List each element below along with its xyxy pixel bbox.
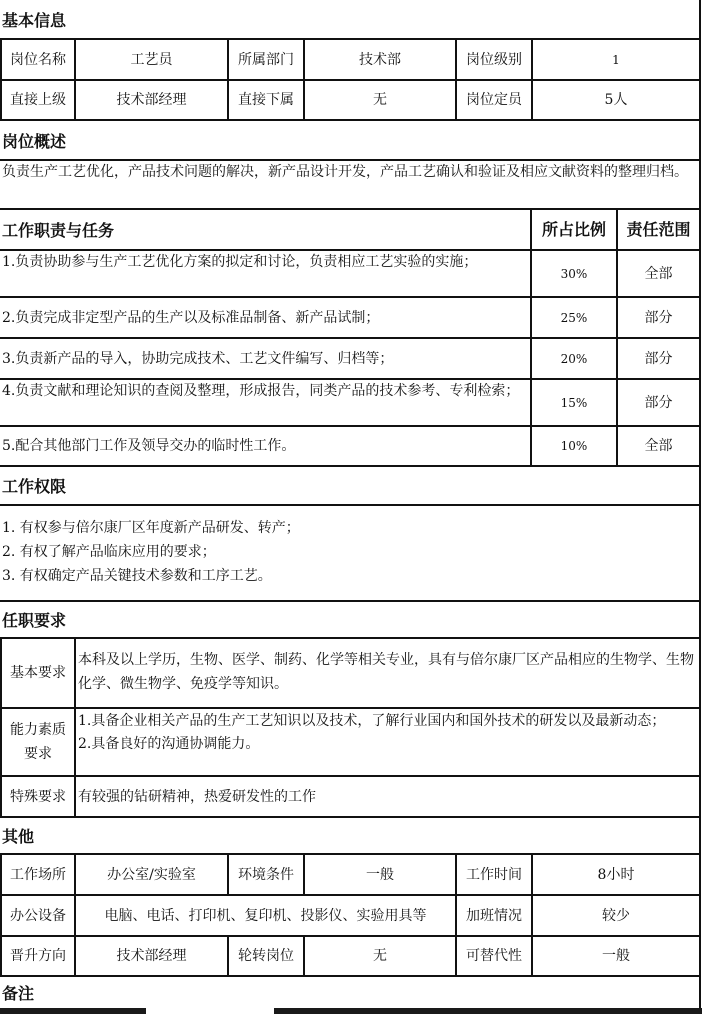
duty-ratio: 25% [560,310,588,325]
authority-item: 1. 有权参与倍尔康厂区年度新产品研发、转产； [2,520,300,536]
duty-scope: 全部 [644,438,673,454]
value-department: 技术部 [359,51,401,68]
bottom-edge-bar [274,1008,702,1014]
label-workplace: 工作场所 [10,866,66,883]
label-overtime: 加班情况 [466,907,522,924]
duty-scope: 部分 [644,309,673,326]
duty-scope: 部分 [644,394,673,411]
label-position-name: 岗位名称 [10,51,66,68]
label-office-equipment: 办公设备 [10,907,66,924]
value-position-name: 工艺员 [130,51,173,68]
label-position-level: 岗位级别 [466,51,522,68]
label-working-hours: 工作时间 [466,866,522,883]
duty-scope: 全部 [644,265,673,282]
section-header-overview: 岗位概述 [2,131,67,151]
duty-scope: 部分 [644,350,673,367]
duties-column-ratio: 所占比例 [541,219,606,239]
value-rotation: 无 [373,948,387,964]
section-header-other: 其他 [2,827,35,846]
section-header-requirements: 任职要求 [2,611,67,630]
section-header-authority: 工作权限 [2,477,67,496]
value-position-level: 1 [612,52,620,67]
overview-text: 负责生产工艺优化，产品技术问题的解决，新产品设计开发，产品工艺确认和验证及相应文献资料的整理归档。 [2,164,688,180]
label-headcount: 岗位定员 [466,92,522,108]
label-ability-requirements: 能力素质要求 [10,722,66,762]
label-department: 所属部门 [238,51,294,68]
section-header-basic: 基本信息 [2,10,67,30]
duty-text: 2.负责完成非定型产品的生产以及标准品制备、新产品试制； [2,309,380,326]
ability-requirement-item: 2.具备良好的沟通协调能力。 [78,736,260,752]
bottom-edge-bar [0,1008,146,1014]
duty-text: 4.负责文献和理论知识的查阅及整理，形成报告，同类产品的技术参考、专利检索； [2,383,520,399]
label-substitutability: 可替代性 [466,948,522,964]
label-special-requirements: 特殊要求 [10,788,66,805]
ability-requirement-item: 1.具备企业相关产品的生产工艺知识以及技术，了解行业国内和国外技术的研发以及最新动态； [78,713,666,729]
label-direct-subordinate: 直接下属 [238,92,294,108]
duty-text: 3.负责新产品的导入，协助完成技术、工艺文件编写、归档等； [2,350,394,367]
special-requirements-text: 有较强的钻研精神，热爱研发性的工作 [78,788,316,805]
duties-column-scope: 责任范围 [626,219,691,239]
duty-ratio: 30% [560,266,588,281]
ability-requirements-text [78,709,698,775]
label-environment: 环境条件 [238,866,294,883]
duty-ratio: 10% [560,439,588,453]
value-office-equipment: 电脑、电话、打印机、复印机、投影仪、实验用具等 [104,907,427,924]
section-header-duties: 工作职责与任务 [2,221,115,240]
value-headcount: 5人 [604,92,628,108]
duty-text: 1.负责协助参与生产工艺优化方案的拟定和讨论，负责相应工艺实验的实施； [2,254,478,270]
duty-text: 5.配合其他部门工作及领导交办的临时性工作。 [2,438,296,454]
duty-ratio: 15% [560,395,588,410]
value-environment: 一般 [366,866,394,883]
duty-ratio: 20% [560,351,588,366]
label-rotation: 轮转岗位 [238,948,294,964]
section-header-remarks: 备注 [2,983,35,1003]
value-direct-superior: 技术部经理 [116,92,187,108]
basic-requirements-text: 本科及以上学历，生物、医学、制药、化学等相关专业，具有与倍尔康厂区产品相应的生物学、生物化学、微生物学、免疫学等知识。 [78,652,694,692]
label-basic-requirements: 基本要求 [10,665,66,681]
authority-list [2,516,692,594]
value-promotion: 技术部经理 [116,948,187,964]
label-promotion: 晋升方向 [10,948,66,964]
authority-item: 3. 有权确定产品关键技术参数和工序工艺。 [2,568,272,584]
value-workplace: 办公室/实验室 [107,866,196,883]
label-direct-superior: 直接上级 [10,92,66,108]
value-direct-subordinate: 无 [373,92,387,108]
authority-item: 2. 有权了解产品临床应用的要求； [2,544,216,560]
value-overtime: 较少 [602,907,630,924]
value-substitutability: 一般 [602,948,630,964]
value-working-hours: 8小时 [597,866,635,883]
